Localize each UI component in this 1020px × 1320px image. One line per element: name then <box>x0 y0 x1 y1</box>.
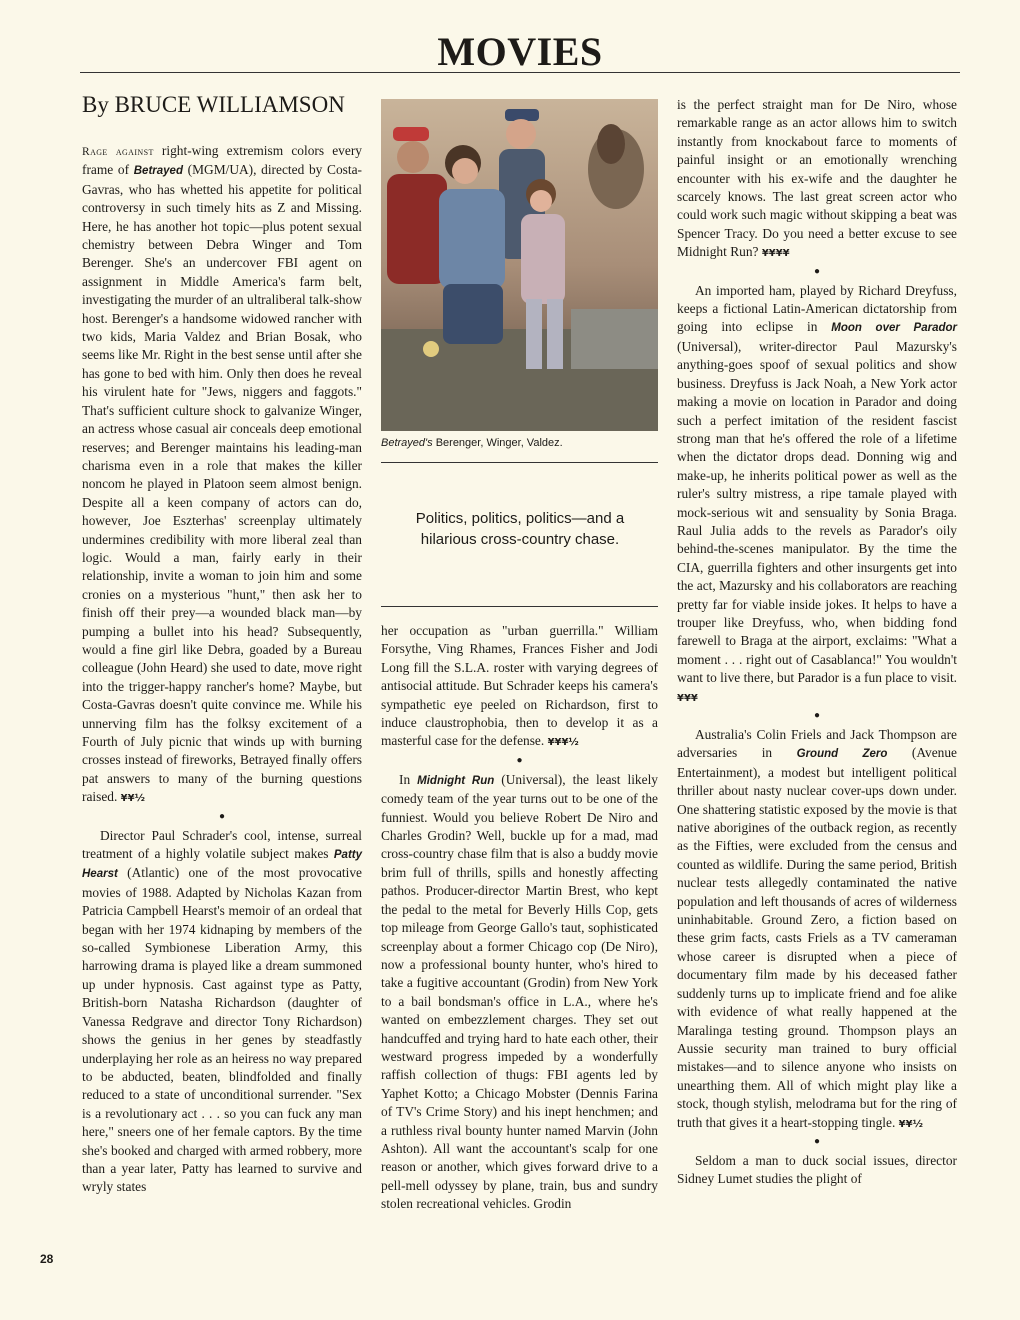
text: Director Paul Schrader's cool, intense, surreal treatment of a highly volatile subject makes <box>82 827 362 862</box>
film-title: Betrayed <box>133 165 183 178</box>
pull-quote: Politics, politics, politics—and a hilarious cross-country chase. <box>415 510 625 548</box>
text: In <box>399 771 418 787</box>
caption-rule <box>381 462 658 463</box>
text: (Avenue Entertainment), a modest but intelligent political thriller about nasty nuclear cover-ups down under. One shattering statistic exposed by the movie is that native aborigines of the outback region, as recently as the Fifties, were excluded from the census and counted as wildlife. During the same period, British nuclear tests allegedly contaminated the native population and left thousands of acres of wilderness uninhabitable. Ground Zero, a fiction based on these grim facts, casts Friels as a TV cameraman whose career is disrupted when a piece of documentary film made by his deceased father suddenly turns up to implicate friend and foe alike with evidence of what really happened at the Maralinga testing ground. Thompson plays an Aussie security man trained to bury official mistakes—and to silence anyone who insists on unearthing them. All of which might play like a stock, though stylish, melodrama but for the ring of truth that gives it a heart-stopping tingle. <box>677 745 957 1130</box>
text: Seldom a man to duck social issues, director Sidney Lumet studies the plight of <box>677 1152 957 1187</box>
rating: ¥¥½ <box>898 1118 923 1130</box>
rating: ¥¥¥½ <box>547 737 579 749</box>
separator-dot: ● <box>218 810 226 822</box>
text: right-wing extremism colors every frame of <box>82 143 362 178</box>
separator-dot: ● <box>813 265 821 277</box>
page-number: 28 <box>40 1252 54 1266</box>
film-title: Moon over Parador <box>831 322 957 335</box>
review-moon-over-parador <box>677 282 957 708</box>
caption-film: Betrayed's <box>381 437 433 449</box>
review-patty-hearst <box>82 827 362 1197</box>
header-rule <box>80 72 960 73</box>
lead-in: Rage against <box>82 146 154 158</box>
text: (Universal), writer-director Paul Mazursky's anything-goes spoof of sexual politics and show business. Dreyfuss is Jack Noah, a New York actor making a movie on location in Parador and doing such a perfect imitation of the resident fascist strong man that he's offered the role of a lifetime when the dictator drops dead. Donning wig and make-up, he inherits political power as well as the ruler's sultry mistress, a ripe tamale played with mock-serious wit and sensuality by Sonia Braga. Raul Julia adds to the revels as Parador's oily behind-the-scenes manipulator. By the time the CIA, guerrilla fighters and other insurgents get into the act, Mazursky and his collaborators are reaching pretty far for viable inside jokes. It helps to have a trouper like Dreyfuss, who, when bidding fond farewell to Braga at the airport, exclaims: "What a moment . . . right out of Casablanca!" You wouldn't want to live there, but Parador is a fun place to visit. <box>677 338 958 686</box>
column-2 <box>381 622 658 1214</box>
rating: ¥¥½ <box>120 793 145 805</box>
photo-caption <box>381 437 658 449</box>
text: is the perfect straight man for De Niro, whose remarkable range as an actor allows him to switch instantly from knockabout farce to moments of painful insight or an emotionally wrenching encounter with his ex-wife and the daughter he scarcely knows. The last great screen actor who could work such magic without skipping a beat was Spencer Tracy. Do you need a better excuse to see Midnight Run? <box>677 97 957 260</box>
text: Australia's Colin Friels and Jack Thompson are adversaries in <box>677 727 957 761</box>
movie-still-photo <box>381 99 658 431</box>
pull-quote-rule <box>381 606 658 607</box>
text: (Atlantic) one of the most provocative movies of 1988. Adapted by Nicholas Kazan from Patricia Campbell Hearst's memoir of an ordeal that began with her 1974 kidnaping by members of the so-called Symbionese Liberation Army, this harrowing drama is played like a dream summoned up under hypnosis. Cast against type as Patty, British-born Natasha Richardson (daughter of Vanessa Redgrave and director Tony Richardson) shows the genius in her genes by steadfastly underplaying her role as an heiress no way prepared to be abducted, beaten, blindfolded and finally reduced to a state of unconditional surrender. "Sex is a revolutionary act . . . so you can fuck any man here," sneers one of her female captors. By the time she's booked and charged with armed robbery, more than a year later, Patty has learned to survive and wryly states <box>82 865 362 1195</box>
text: her occupation as "urban guerrilla." William Forsythe, Ving Rhames, Frances Fisher and Jodi Long fill the S.L.A. roster with varying degrees of antisocial attitude. But Schrader keeps his camera's sympathetic eye peeled on Richardson, first to induce claustrophobia, then to develop it as a masterful case for the defense. <box>381 623 658 749</box>
text: (Universal), the least likely comedy team of the year turns out to be one of the funniest. Would you believe Robert De Niro and Charles Grodin? Well, buckle up for a mad, mad cross-country chase film that is also a buddy movie brim full of thrills, spills and honestly affecting pathos. Producer-director Martin Brest, who kept the pedal to the metal for Beverly Hills Cop, gets top mileage from George Gallo's taut, sophisticated screenplay about a former Chicago cop (De Niro), now a professional bounty hunter, who's hired to take a fugitive accountant (Grodin) from New York to a bail bondsman's office in L.A., where he's wanted on embezzlement charges. They set out handcuffed and trying hard to hate each other, their westward progress impeded by a wonderfully raffish collection of thugs: FBI agents led by Yaphet Kotto; a Chicago Mobster (Dennis Farina of TV's Crime Story) and his inept henchmen; and a ruthless rival bounty hunter named Marvin (John Ashton). All want the accountant's scalp for one reason or another, which gives forward drive to a pell-mell odyssey by plane, train, bus and sundry stolen recreational vehicles. Grodin <box>381 771 658 1212</box>
section-title: MOVIES <box>437 29 603 74</box>
review-betrayed <box>82 142 362 809</box>
review-midnight-run <box>381 771 658 1214</box>
film-title: Patty Hearst <box>82 849 362 881</box>
separator-dot: ● <box>813 1135 821 1147</box>
film-title: Ground Zero <box>796 748 888 761</box>
rating: ¥¥¥ <box>677 692 698 704</box>
review-midnight-run-cont <box>677 96 957 264</box>
caption-text: Berenger, Winger, Valdez. <box>432 437 563 449</box>
rating: ¥¥¥¥ <box>761 248 790 260</box>
review-ground-zero <box>677 726 957 1134</box>
byline: By BRUCE WILLIAMSON <box>82 92 345 117</box>
separator-dot: ● <box>813 710 821 721</box>
column-3 <box>677 96 957 1189</box>
separator-dot: ● <box>516 754 523 766</box>
review-lumet <box>677 1152 957 1189</box>
column-1 <box>82 142 362 1197</box>
film-title: Midnight Run <box>417 774 495 787</box>
text: (MGM/UA), directed by Costa-Gavras, who has whetted his appetite for political controversy in such timely hits as Z and Missing. Here, he has another hot topic—plus potent sexual chemistry between Debra Winger and Tom Berenger. She's an undercover FBI agent on assignment in Middle America's farm belt, investigating the murder of an ultraliberal talk-show host. Berenger's a handsome widowed rancher with two kids, Maria Valdez and Brian Bosak, who seems like Mr. Right in the best sense until after she has gone to bed with him. Only then does he reveal his virulent hate for "Jews, niggers and faggots." That's sufficient culture shock to galvanize Winger, an actress whose casual air conceals deep emotional reserves; and Berenger maintains his leading-man charisma even in a role that makes the killer noncom he played in Platoon seem almost benign. Despite all a keen company of actors can do, however, Joe Eszterhas' screenplay ultimately undermines credibility with more liberal zeal than logic. Would a man, fairly early in their relationship, invite a woman to join him and some cronies on a mysterious "hunt," then ask her to finish off their prey—a wounded black man—by pumping a bullet into his head? Subsequently, would a fine girl like Debra, goaded by a Bureau colleague (John Heard) she used to date, move right into the trigger-happy rancher's home? Maybe, but Costa-Gavras doesn't quite convince me. While his unnerving film has the folksy excitement of a Fourth of July picnic that winds up with burning crosses instead of fireworks, Betrayed finally offers pat answers to many of the burning questions raised. <box>82 162 362 805</box>
review-patty-hearst-cont <box>381 622 658 753</box>
text: An imported ham, played by Richard Dreyfuss, keeps a fictional Latin-American dictatorship from going into eclipse in <box>677 282 957 335</box>
